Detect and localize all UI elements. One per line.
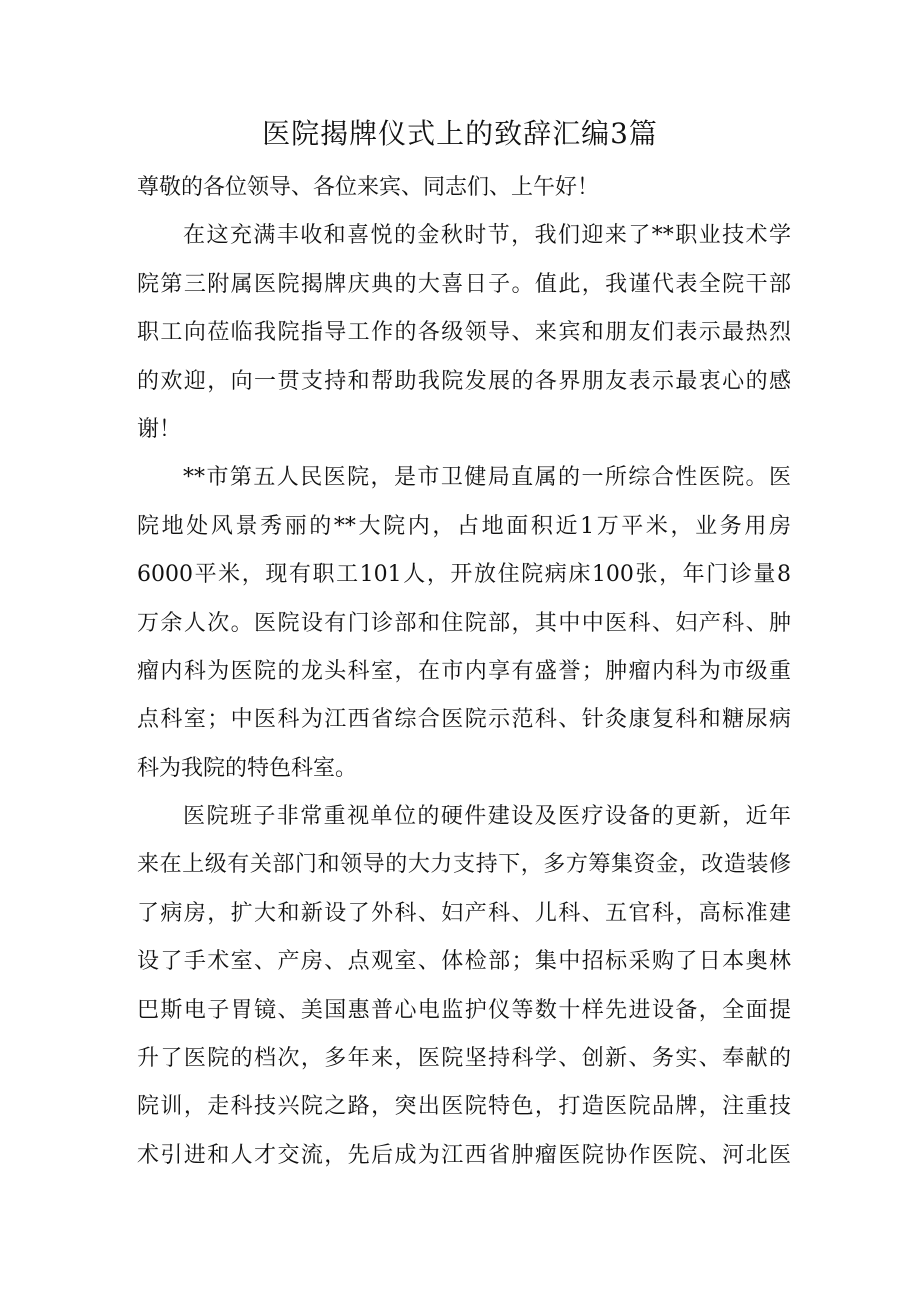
text-line: 术引进和人才交流，先后成为江西省肿瘤医院协作医院、河北医 [137, 1142, 791, 1168]
text-line: 职工向莅临我院指导工作的各级领导、来宾和朋友们表示最热烈 [137, 320, 791, 346]
text-line: 设了手术室、产房、点观室、体检部；集中招标采购了日本奥林 [137, 949, 791, 975]
text-line: 点科室；中医科为江西省综合医院示范科、针灸康复科和糖尿病 [137, 707, 791, 733]
text-line: 医院班子非常重视单位的硬件建设及医疗设备的更新，近年 [183, 804, 791, 830]
text-line: 瘤内科为医院的龙头科室，在市内享有盛誉；肿瘤内科为市级重 [137, 658, 791, 684]
text-line: 尊敬的各位领导、各位来宾、同志们、上午好！ [137, 175, 600, 200]
text-line: 院地处风景秀丽的**大院内，占地面积近1万平米，业务用房 [137, 513, 791, 539]
text-line: 在这充满丰收和喜悦的金秋时节，我们迎来了**职业技术学 [183, 223, 791, 249]
text-line: 的欢迎，向一贯支持和帮助我院发展的各界朋友表示最衷心的感 [137, 368, 791, 394]
document-title: 医院揭牌仪式上的致辞汇编3篇 [262, 117, 658, 150]
text-line: 巴斯电子胃镜、美国惠普心电监护仪等数十样先进设备，全面提 [137, 997, 791, 1023]
text-line: 院训，走科技兴院之路，突出医院特色，打造医院品牌，注重技 [137, 1094, 791, 1120]
text-line: **市第五人民医院，是市卫健局直属的一所综合性医院。医 [183, 465, 791, 491]
text-line: 万余人次。医院设有门诊部和住院部，其中中医科、妇产科、肿 [137, 610, 791, 636]
document-body [137, 164, 791, 1180]
text-line: 科为我院的特色科室。 [137, 755, 358, 781]
text-line: 来在上级有关部门和领导的大力支持下，多方筹集资金，改造装修 [137, 852, 791, 878]
text-line: 谢！ [137, 416, 182, 442]
text-line: 院第三附属医院揭牌庆典的大喜日子。值此，我谨代表全院干部 [137, 271, 791, 297]
text-line: 了病房，扩大和新设了外科、妇产科、儿科、五官科，高标准建 [137, 900, 791, 926]
text-line: 升了医院的档次，多年来，医院坚持科学、创新、务实、奉献的 [137, 1046, 791, 1072]
text-line: 6000平米，现有职工101人，开放住院病床100张，年门诊量8 [137, 562, 791, 588]
